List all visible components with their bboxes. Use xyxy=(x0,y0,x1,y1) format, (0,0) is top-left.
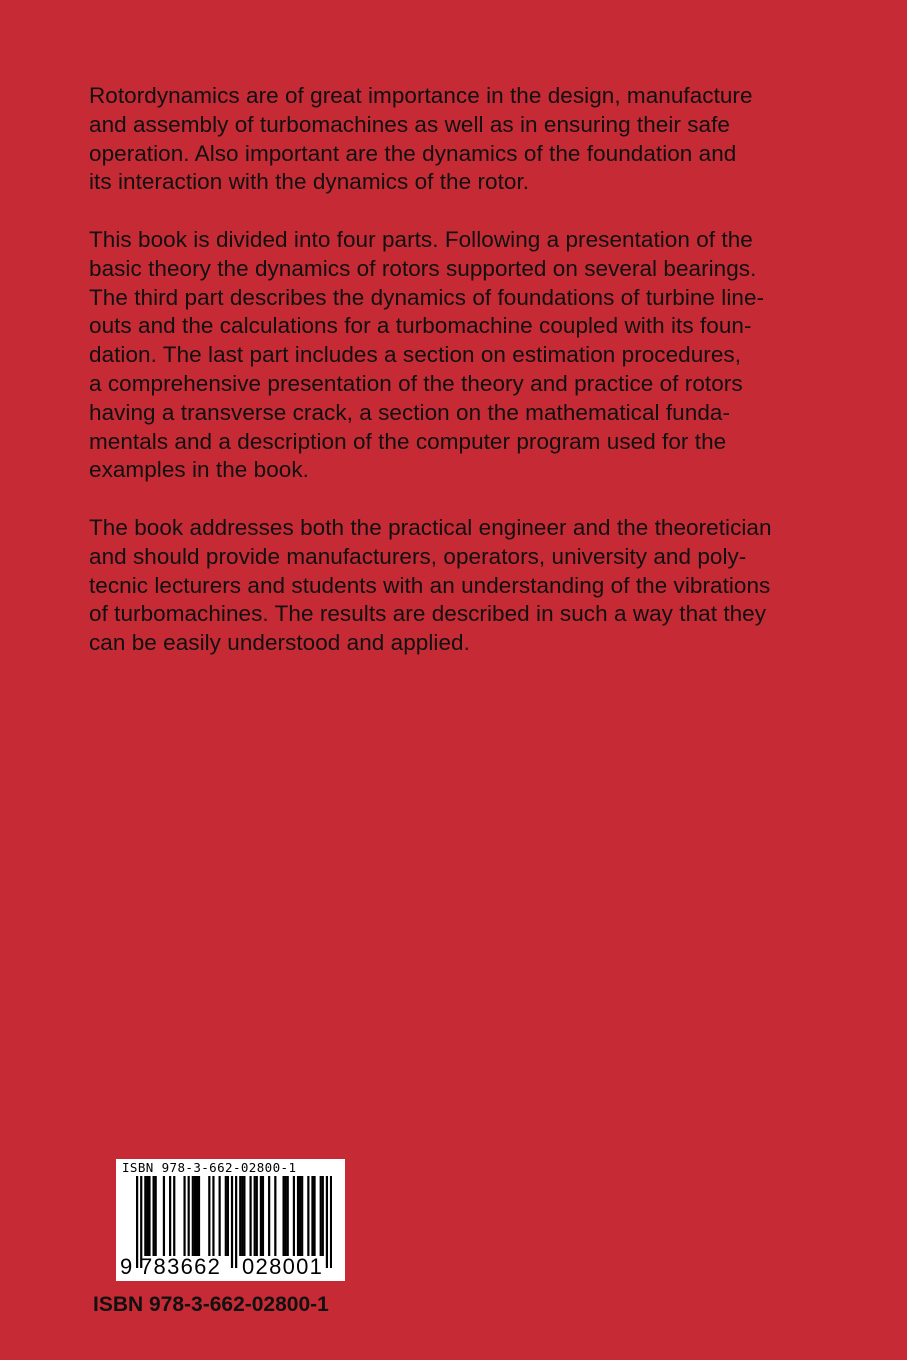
barcode-bar xyxy=(307,1176,309,1256)
barcode-bar xyxy=(153,1176,155,1256)
text-line: The third part describes the dynamics of foundations of turbine line- xyxy=(89,284,765,310)
text-line: operation. Also important are the dynamics of the foundation and xyxy=(89,140,737,166)
text-line: mentals and a description of the computer program used for the xyxy=(89,428,727,454)
barcode-digits xyxy=(120,1255,342,1279)
paragraph-gap xyxy=(89,197,849,226)
barcode-bar xyxy=(268,1176,270,1256)
barcode-bar xyxy=(212,1176,214,1256)
cover-description xyxy=(89,82,849,658)
barcode-bar xyxy=(192,1176,194,1256)
barcode-bar xyxy=(155,1176,157,1256)
text-line: examples in the book. xyxy=(89,457,309,483)
text-line: Rotordynamics are of great importance in the design, manufacture xyxy=(89,83,753,108)
text-line: a comprehensive presentation of the theory and practice of rotors xyxy=(89,370,743,396)
barcode-right-digits: 028001 xyxy=(242,1254,324,1279)
barcode-bar xyxy=(163,1176,165,1256)
barcode-bar xyxy=(282,1176,284,1256)
barcode-isbn-label: ISBN 978-3-662-02800-1 xyxy=(122,1160,297,1175)
barcode-bar xyxy=(297,1176,299,1256)
barcode-bar xyxy=(241,1176,243,1256)
barcode-bar xyxy=(256,1176,258,1256)
barcode-bar xyxy=(183,1176,185,1256)
barcode-bar xyxy=(208,1176,210,1256)
barcode-bar xyxy=(262,1176,264,1256)
text-line: The book addresses both the practical engineer and the theoretician xyxy=(89,514,772,540)
barcode-bar xyxy=(225,1176,227,1256)
barcode-bar xyxy=(144,1176,146,1256)
paragraph-structure xyxy=(89,226,849,485)
barcode-bar xyxy=(274,1176,276,1256)
barcode-left-digits: 783662 xyxy=(140,1254,222,1279)
barcode-bar xyxy=(311,1176,313,1256)
barcode-bar xyxy=(169,1176,171,1256)
barcode-bar xyxy=(285,1176,287,1256)
barcode-bar xyxy=(299,1176,301,1256)
text-line: can be easily understood and applied. xyxy=(89,630,470,656)
barcode-bar xyxy=(287,1176,289,1256)
barcode-bar xyxy=(194,1176,196,1256)
barcode-first-digit: 9 xyxy=(120,1254,133,1279)
text-line: This book is divided into four parts. Following a presentation of the xyxy=(89,226,753,252)
isbn-footer: ISBN 978-3-662-02800-1 xyxy=(93,1293,329,1316)
barcode-bar xyxy=(146,1176,148,1256)
barcode-bar xyxy=(196,1176,198,1256)
barcode-bar xyxy=(260,1176,262,1256)
barcode-bar xyxy=(301,1176,303,1256)
barcode-bar xyxy=(320,1176,322,1256)
isbn-barcode xyxy=(116,1159,345,1281)
text-line: of turbomachines. The results are described in such a way that they xyxy=(89,601,767,627)
barcode-bar xyxy=(254,1176,256,1256)
text-line: tecnic lecturers and students with an understanding of the vibrations xyxy=(89,572,771,598)
text-line: dation. The last part includes a section on estimation procedures, xyxy=(89,342,742,368)
barcode-bar xyxy=(198,1176,200,1256)
text-line: and assembly of turbomachines as well as in ensuring their safe xyxy=(89,111,730,137)
barcode-bar xyxy=(173,1176,175,1256)
text-line: and should provide manufacturers, operators, university and poly- xyxy=(89,543,747,569)
paragraph-gap xyxy=(89,485,849,514)
text-line: having a transverse crack, a section on the mathematical funda- xyxy=(89,399,730,425)
paragraph-audience xyxy=(89,514,849,658)
barcode-bar xyxy=(313,1176,315,1256)
paragraph-intro xyxy=(89,82,849,197)
text-line: its interaction with the dynamics of the rotor. xyxy=(89,169,530,195)
barcode-bar xyxy=(322,1176,324,1256)
barcode-bar xyxy=(239,1176,241,1256)
barcode-bar xyxy=(227,1176,229,1256)
text-line: outs and the calculations for a turbomachine coupled with its foun- xyxy=(89,313,752,339)
text-line: basic theory the dynamics of rotors supported on several bearings. xyxy=(89,255,757,281)
barcode-bar xyxy=(148,1176,150,1256)
barcode-bar xyxy=(243,1176,245,1256)
barcode-bar xyxy=(188,1176,190,1256)
barcode-bar xyxy=(293,1176,295,1256)
barcode-bar xyxy=(249,1176,251,1256)
barcode-bar xyxy=(219,1176,221,1256)
